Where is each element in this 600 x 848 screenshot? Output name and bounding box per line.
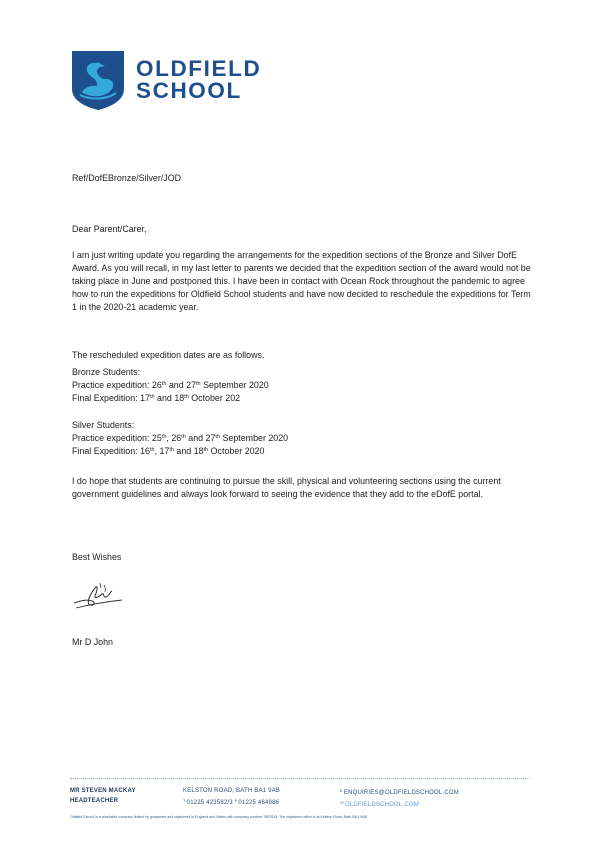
footer-contact: [183, 786, 280, 808]
bronze-practice-line: Practice expedition: 26th and 27th September 2020: [72, 380, 269, 390]
silver-practice-line: Practice expedition: 25th, 26th and 27th September 2020: [72, 433, 289, 443]
intro-paragraph: I am just writing update you regarding the arrangements for the expedition sections of the Bronze and Silver DofE Award. As you will recall, in my last letter to parents we decided that the expedition section of the award would not be taking place in June and postponed this. I have been in contact with Ocean Rock throughout the pandemic to agree how to run the expeditions for Oldfield School students and have now decided to reschedule the expeditions for Term 1 in the 2020-21 academic year.: [72, 249, 531, 312]
signature-image: [70, 575, 128, 613]
school-address: KELSTON ROAD, BATH BA1 9AB: [183, 788, 281, 794]
signer-name: Mr D John: [72, 636, 113, 647]
school-name-line1: OLDFIELD: [136, 56, 262, 81]
website-link[interactable]: $^W$OLDFIELDSCHOOL.COM: [340, 800, 419, 808]
legal-notice: Oldfield School is a charitable company limited by guarantee and registered in England and Wales with company number 7902515. The registered office is at Kelston Road, Bath BA1 9AB: [70, 815, 367, 819]
school-logo: [70, 49, 261, 111]
school-name-line2: SCHOOL: [136, 78, 242, 103]
dates-intro: The rescheduled expedition dates are as follows.: [72, 349, 265, 360]
email-link[interactable]: $^E$ENQUIRIES@OLDFIELDSCHOOL.COM: [340, 788, 459, 796]
footer-online: [340, 786, 459, 810]
silver-dates: [72, 419, 532, 458]
bronze-final-line: Final Expedition: 17th and 18th October 202: [72, 393, 241, 403]
silver-heading: Silver Students:: [72, 420, 135, 430]
reference: Ref/DofEBronze/Silver/JOD: [72, 172, 182, 183]
headteacher-name: MR STEVEN MACKAY: [70, 788, 136, 794]
bronze-dates: [72, 366, 532, 405]
closing-paragraph: I do hope that students are continuing to pursue the skill, physical and volunteering sections using the current government guidelines and always look forward to seeing the evidence that they add to the eDofE portal.: [72, 475, 501, 499]
headteacher-title: HEADTEACHER: [70, 798, 119, 804]
swan-shield-icon: [70, 49, 126, 111]
bronze-heading: Bronze Students:: [72, 367, 141, 377]
school-name: [136, 58, 261, 102]
footer-headteacher: [70, 786, 136, 806]
footer-divider: [70, 778, 530, 779]
sign-off: Best Wishes: [72, 551, 122, 562]
silver-final-line: Final Expedition: 16th, 17th and 18th October 2020: [72, 446, 265, 456]
salutation: Dear Parent/Carer,: [72, 223, 147, 234]
phone-fax: $^T$01225 423582/3 $^F$01225 464986: [183, 798, 280, 806]
